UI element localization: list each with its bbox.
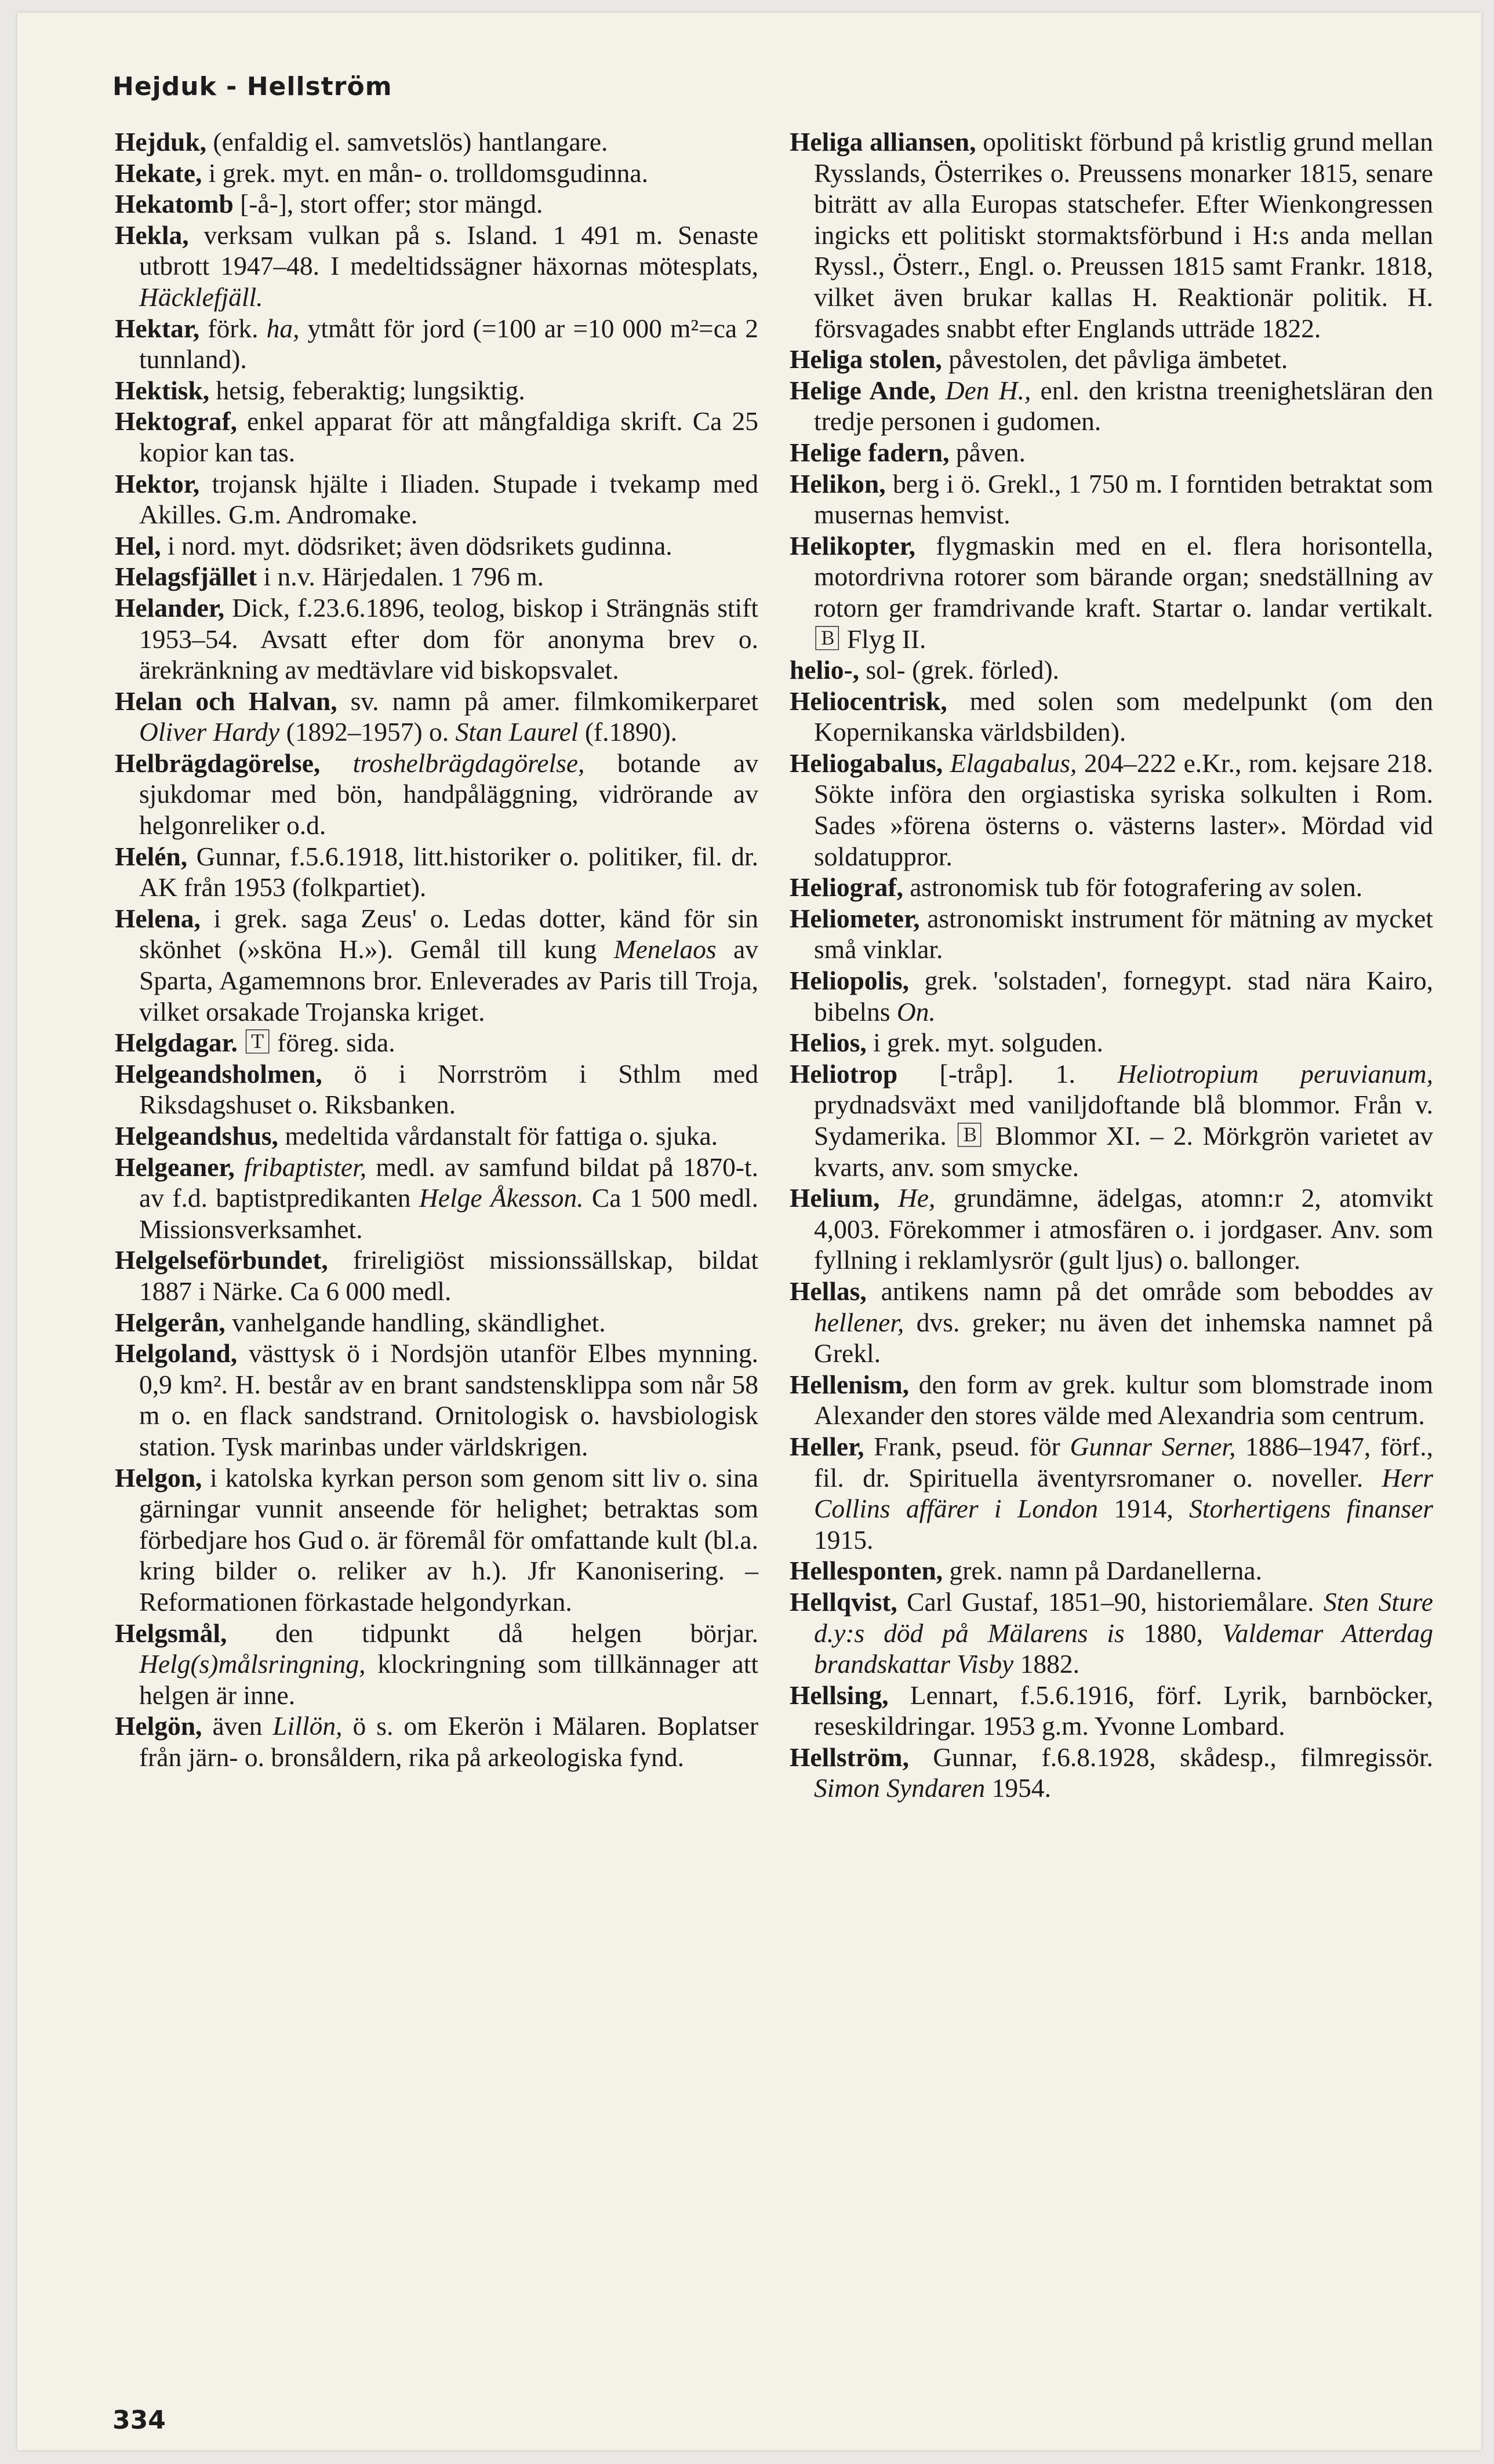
headword: Heliocentrisk, — [790, 686, 947, 716]
italic-term: Helge Åkesson. — [419, 1183, 584, 1213]
italic-term: Den H., — [945, 375, 1031, 405]
dictionary-entry — [115, 841, 758, 903]
headword: Heliopolis, — [790, 966, 910, 996]
dictionary-entry — [790, 686, 1433, 748]
dictionary-entry — [115, 592, 758, 686]
definition-text: flygmaskin med en el. flera horisontella, motordrivna rotorer som bärande organ; snedställning av rotorn ger framdrivande kraft. Startar o. landar vertikalt. 🄱 Flyg II. — [814, 530, 1433, 654]
dictionary-entry — [115, 468, 758, 530]
dictionary-entry — [790, 1742, 1433, 1804]
definition-text: i grek. saga Zeus' o. Ledas dotter, känd för sin skönhet (»sköna H.»). Gemål till kung — [139, 903, 758, 965]
definition-text: enl. den kristna treenighetsläran den tredje personen i gudomen. — [814, 375, 1433, 436]
definition-text: (f.1890). — [578, 717, 678, 747]
italic-term: Heliotropium peruvianum, — [1117, 1058, 1433, 1089]
definition-text: hetsig, feberaktig; lungsiktig. — [209, 375, 525, 405]
headword: Helgsmål, — [115, 1618, 227, 1648]
headword: Hektar, — [115, 313, 200, 343]
italic-term: Sten Sture d.y:s död på Mälarens is — [814, 1586, 1433, 1648]
dictionary-entry — [790, 1586, 1433, 1680]
headword: Helgeandsholmen, — [115, 1058, 322, 1089]
definition-text: (1892–1957) o. — [279, 717, 456, 747]
dictionary-entry — [115, 1618, 758, 1711]
dictionary-entry — [115, 1027, 758, 1058]
headword: Hellas, — [790, 1276, 867, 1306]
definition-text: 1886–1947, förf., fil. dr. Spirituella äventyrsromaner o. noveller. — [814, 1431, 1433, 1493]
headword: Hektograf, — [115, 406, 238, 436]
dictionary-entry — [115, 1462, 758, 1618]
italic-term: Helg(s)målsringning, — [139, 1649, 366, 1679]
italic-term: On. — [896, 996, 936, 1027]
definition-text: i katolska kyrkan person som genom sitt liv o. sina gärningar vunnit anseende för helighet; betraktas som förbedjare hos Gud o. är föremål för omfattande kult (bl.a. kring bilder o. reliker av h.). Jfr Kanonisering. – Reformationen förkastade helgondyrkan. — [139, 1462, 758, 1617]
definition-text: enkel apparat för att mångfaldiga skrift. Ca 25 kopior kan tas. — [139, 406, 758, 467]
definition-text: prydnadsväxt med vaniljdoftande blå blommor. Från v. Sydamerika. 🄱 Blommor XI. – 2. Mörkgrön varietet av kvarts, anv. som smycke. — [814, 1090, 1433, 1182]
headword: Heller, — [790, 1431, 864, 1461]
headword: Hekate, — [115, 158, 202, 188]
italic-term: ha, — [266, 313, 300, 343]
dictionary-entry — [790, 654, 1433, 686]
definition-text: även — [202, 1711, 273, 1741]
dictionary-entry — [115, 686, 758, 748]
dictionary-entry — [115, 220, 758, 313]
headword: Heliogabalus, — [790, 748, 943, 778]
headword: Helium, — [790, 1183, 880, 1213]
dictionary-entry — [115, 313, 758, 375]
definition-text: i grek. myt. en mån- o. trolldomsgudinna. — [202, 158, 648, 188]
definition-text: ytmått för jord (=100 ar =10 000 m²=ca 2 tunnland). — [139, 313, 758, 374]
dictionary-entry — [790, 437, 1433, 468]
dictionary-entry — [115, 1120, 758, 1152]
headword: Heliga stolen, — [790, 344, 942, 374]
headword: Hejduk, — [115, 127, 207, 156]
italic-term: Menelaos — [613, 934, 717, 965]
headword: Hellström, — [790, 1742, 909, 1772]
headword: Helgon, — [115, 1462, 202, 1493]
definition-text: Frank, pseud. för — [864, 1431, 1070, 1461]
dictionary-entry — [790, 1431, 1433, 1555]
dictionary-entry — [115, 126, 758, 158]
headword: Heliga alliansen, — [790, 127, 976, 156]
definition-text: Gunnar, f.6.8.1928, skådesp., filmregissör. — [908, 1742, 1433, 1772]
dictionary-entry — [115, 1307, 758, 1338]
definition-text: frireligiöst missionssällskap, bildat 1887 i Närke. Ca 6 000 medl. — [139, 1245, 758, 1306]
italic-term: Lillön, — [272, 1711, 343, 1741]
headword: Helgeandshus, — [115, 1121, 278, 1151]
definition-text: 1914, — [1098, 1494, 1190, 1524]
definition-text: [-tråp]. 1. — [897, 1058, 1118, 1089]
headword: Hellesponten, — [790, 1556, 943, 1586]
definition-text: den tidpunkt då helgen börjar. — [227, 1618, 758, 1648]
dictionary-entry — [790, 1680, 1433, 1742]
definition-text: med solen som medelpunkt (om den Kopernikanska världsbilden). — [814, 686, 1433, 747]
headword: Heliometer, — [790, 903, 920, 933]
dictionary-entry — [790, 1555, 1433, 1586]
definition-text: Ca 1 500 medl. Missionsverksamhet. — [139, 1183, 758, 1244]
definition-text: dvs. greker; nu även det inhemska namnet på Grekl. — [814, 1307, 1433, 1369]
headword: Heliotrop — [790, 1058, 898, 1089]
page-number: 334 — [112, 2405, 166, 2435]
definition-text: påvestolen, det påvliga ämbetet. — [942, 344, 1288, 374]
definition-text: i nord. myt. dödsriket; även dödsrikets gudinna. — [161, 530, 673, 561]
definition-text: västtysk ö i Nordsjön utanför Elbes mynning. 0,9 km². H. består av en brant sandstensklippa som når 58 m o. en flack sandstrand. Ornitologisk o. havsbiologisk station. Tysk marinbas under världskrigen. — [139, 1338, 758, 1461]
definition-text: [-å-], stort offer; stor mängd. — [233, 189, 543, 219]
headword: Helgoland, — [115, 1338, 238, 1369]
headword: Helén, — [115, 841, 188, 871]
italic-term: Stan Laurel — [455, 717, 579, 747]
headword: Helan och Halvan, — [115, 686, 337, 716]
definition-text: i grek. myt. solguden. — [866, 1028, 1103, 1058]
definition-text: (enfaldig el. samvetslös) hantlangare. — [206, 127, 608, 156]
dictionary-entry — [115, 1058, 758, 1120]
dictionary-entry — [790, 344, 1433, 375]
definition-text: den form av grek. kultur som blomstrade inom Alexander den stores välde med Alexandria som centrum. — [814, 1369, 1433, 1431]
dictionary-entry — [115, 1244, 758, 1306]
headword: Helgeaner, — [115, 1152, 235, 1182]
headword: Hellqvist, — [790, 1586, 897, 1617]
dictionary-page — [17, 13, 1481, 2450]
definition-text: grek. 'solstaden', fornegypt. stad nära Kairo, bibelns — [814, 966, 1433, 1027]
italic-term: Herr Collins affärer i London — [814, 1462, 1433, 1524]
definition-text: 1954. — [985, 1773, 1052, 1803]
definition-text: 204–222 e.Kr., rom. kejsare 218. Sökte införa den orgiastiska syriska solkulten i Rom. Sades »förena österns o. västerns laster». Mördad vid soldatuppror. — [814, 748, 1434, 871]
definition-text: antikens namn på det område som beboddes av — [866, 1276, 1433, 1306]
dictionary-entry — [115, 1338, 758, 1462]
headword: Helige fadern, — [790, 437, 950, 467]
definition-text: astronomisk tub för fotografering av solen. — [903, 872, 1363, 902]
headword: Helbrägdagörelse, — [115, 748, 321, 778]
headword: Hektor, — [115, 468, 200, 498]
headword: Helikopter, — [790, 530, 915, 561]
italic-term: fribaptister, — [244, 1152, 367, 1182]
headword: Hel, — [115, 530, 161, 561]
dictionary-entry — [790, 1276, 1433, 1369]
dictionary-entry — [790, 748, 1433, 872]
dictionary-entry — [790, 468, 1433, 530]
dictionary-entry — [115, 561, 758, 592]
definition-text: verksam vulkan på s. Island. 1 491 m. Senaste utbrott 1947–48. I medeltidssägner häxornas mötesplats, — [139, 220, 758, 281]
dictionary-entry — [790, 1369, 1433, 1431]
italic-term: Elagabalus, — [950, 748, 1077, 778]
definition-text: Lennart, f.5.6.1916, förf. Lyrik, barnböcker, reseskildringar. 1953 g.m. Yvonne Lombard. — [814, 1680, 1433, 1741]
italic-term: Oliver Hardy — [139, 717, 280, 747]
headword: helio-, — [790, 655, 860, 685]
headword: Hellenism, — [790, 1369, 909, 1399]
definition-text: klockringning som tillkännager att helgen är inne. — [139, 1649, 758, 1710]
dictionary-entry — [115, 748, 758, 841]
dictionary-entry — [115, 158, 758, 189]
dictionary-entry — [790, 530, 1433, 654]
definition-text — [943, 748, 950, 778]
definition-text — [879, 1183, 897, 1213]
headword: Helagsfjället — [115, 562, 257, 592]
definition-text: medeltida vårdanstalt för fattiga o. sjuka. — [278, 1121, 718, 1151]
italic-term: hellener, — [814, 1307, 904, 1337]
dictionary-entry — [115, 406, 758, 468]
definition-text: 🅃 föreg. sida. — [237, 1028, 395, 1058]
headword: Helige Ande, — [790, 375, 936, 405]
headword: Helander, — [115, 592, 225, 623]
headword: Helios, — [790, 1028, 867, 1058]
definition-text: opolitiskt förbund på kristlig grund mellan Rysslands, Österrikes o. Preussens monarker 1815, senare biträtt av alla Europas statschefer. Efter Wienkongressen ingicks ett politiskt stormaktsförbund i H:s anda mellan Ryssl., Österr., Engl. o. Preussen 1815 samt Frankr. 1818, vilket även brukar kallas H. Reaktionär politik. H. försvagades snabbt efter Englands utträde 1822. — [814, 127, 1433, 343]
definition-text: påven. — [949, 437, 1026, 467]
definition-text: 1882. — [1013, 1649, 1079, 1679]
dictionary-entry — [115, 1710, 758, 1773]
headword: Hellsing, — [790, 1680, 889, 1710]
definition-text: grundämne, ädelgas, atomn:r 2, atomvikt 4,003. Förekommer i atmosfären o. i jordgaser. Anv. som fyllning i reklamlysrör (gult ljus) o. ballonger. — [814, 1183, 1434, 1275]
definition-text: förk. — [199, 313, 267, 343]
definition-text: botande av sjukdomar med bön, handpåläggning, vidrörande av helgonreliker o.d. — [139, 748, 758, 840]
running-head: Hejduk - Hellström — [112, 72, 392, 101]
definition-text: Carl Gustaf, 1851–90, historiemålare. — [897, 1586, 1324, 1617]
definition-text: ö i Norrström i Sthlm med Riksdagshuset o. Riksbanken. — [139, 1058, 758, 1120]
dictionary-entry — [790, 872, 1433, 903]
italic-term: Gunnar Serner, — [1070, 1431, 1236, 1461]
dictionary-entry — [790, 126, 1433, 344]
definition-text: astronomiskt instrument för mätning av mycket små vinklar. — [814, 903, 1433, 965]
definition-text: av Sparta, Agamemnons bror. Enleverades av Paris till Troja, vilket orsakade Trojanska kriget. — [139, 934, 758, 1027]
definition-text — [936, 376, 946, 405]
definition-text: berg i ö. Grekl., 1 750 m. I forntiden betraktat som musernas hemvist. — [814, 468, 1433, 530]
dictionary-entry — [790, 965, 1433, 1027]
definition-text: i n.v. Härjedalen. 1 796 m. — [257, 562, 544, 592]
headword: Helgelseförbundet, — [115, 1245, 328, 1275]
italic-term: Storhertigens finanser — [1189, 1494, 1433, 1524]
definition-text: vanhelgande handling, skändlighet. — [225, 1307, 606, 1337]
headword: Heliograf, — [790, 872, 903, 902]
dictionary-entry — [115, 1152, 758, 1245]
definition-text: ö s. om Ekerön i Mälaren. Boplatser från järn- o. bronsåldern, rika på arkeologiska fynd. — [139, 1711, 758, 1772]
headword: Helgdagar. — [115, 1028, 238, 1058]
dictionary-entry — [115, 188, 758, 220]
dictionary-entry — [115, 903, 758, 1027]
headword: Hekla, — [115, 220, 189, 250]
definition-text: sol- (grek. förled). — [859, 655, 1059, 685]
dictionary-entry — [115, 375, 758, 406]
definition-text: Dick, f.23.6.1896, teolog, biskop i Strängnäs stift 1953–54. Avsatt efter dom för anonyma brev o. ärekränkning av medtävlare vid biskopsvalet. — [139, 592, 758, 685]
definition-text — [235, 1152, 244, 1182]
definition-text: sv. namn på amer. filmkomikerparet — [337, 686, 758, 716]
headword: Hekatomb — [115, 189, 234, 219]
dictionary-entry — [790, 1027, 1433, 1058]
italic-term: Häcklefjäll. — [139, 282, 263, 312]
headword: Helgön, — [115, 1711, 202, 1741]
definition-text: trojansk hjälte i Iliaden. Stupade i tvekamp med Akilles. G.m. Andromake. — [139, 468, 758, 530]
definition-text: 1880, — [1124, 1618, 1222, 1648]
dictionary-entry — [790, 1058, 1433, 1182]
definition-text: medl. av samfund bildat på 1870-t. av f.d. baptistpredikanten — [139, 1152, 759, 1213]
italic-term: He, — [897, 1183, 936, 1213]
headword: Hektisk, — [115, 375, 210, 405]
definition-text: 1915. — [814, 1524, 874, 1555]
dictionary-entry — [115, 530, 758, 562]
dictionary-entry — [790, 1182, 1433, 1276]
italic-term: troshelbrägdagörelse, — [352, 748, 585, 778]
headword: Helena, — [115, 903, 201, 933]
headword: Helikon, — [790, 468, 886, 498]
definition-text: Gunnar, f.5.6.1918, litt.historiker o. politiker, fil. dr. AK från 1953 (folkpartiet). — [139, 841, 758, 902]
dictionary-entry — [790, 375, 1433, 437]
italic-term: Valdemar Atterdag brandskattar Visby — [814, 1618, 1434, 1679]
headword: Helgerån, — [115, 1307, 226, 1337]
dictionary-entry — [790, 903, 1433, 965]
left-column — [115, 126, 758, 1773]
right-column — [790, 126, 1433, 1804]
definition-text: grek. namn på Dardanellerna. — [943, 1556, 1262, 1586]
definition-text — [320, 748, 352, 778]
italic-term: Simon Syndaren — [814, 1773, 986, 1803]
